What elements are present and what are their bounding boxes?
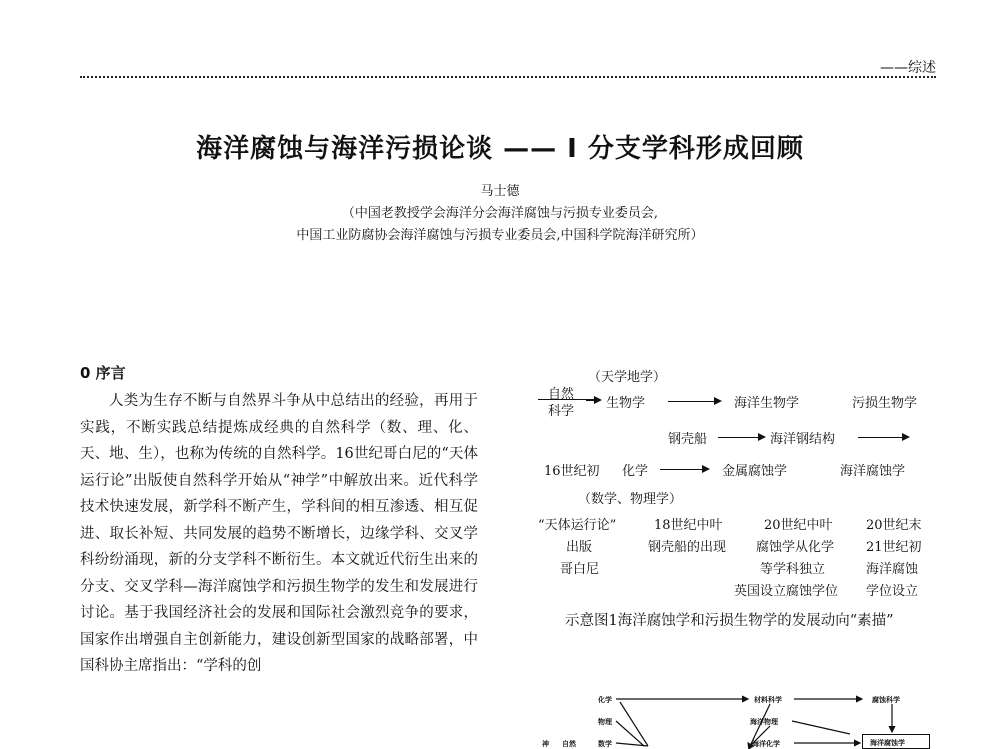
fig2-hai-yang-wu-li: 海洋物理 bbox=[750, 718, 778, 726]
fig1-hai-yang-sheng-wu-xue: 海洋生物学 bbox=[734, 396, 800, 411]
fig2-shu-xue: 数学 bbox=[598, 740, 612, 748]
fig1-wu-sun-sheng-wu-xue: 污损生物学 bbox=[852, 396, 918, 411]
fig1-chu-ban: 出版 bbox=[566, 540, 593, 555]
fig1-sheng-wu-xue: 生物学 bbox=[606, 396, 646, 411]
fig1-ke-xue: 科学 bbox=[548, 404, 575, 419]
fig1-hai-yang-fu-shi-xue: 海洋腐蚀学 bbox=[840, 464, 906, 479]
fig1-hai-yang-fu-shi: 海洋腐蚀 bbox=[866, 562, 919, 577]
header-rule bbox=[80, 76, 936, 78]
fig2-hua-xue: 化学 bbox=[598, 696, 612, 704]
fig1-ge-bai-ni: 哥白尼 bbox=[560, 562, 600, 577]
fig2-cai-liao-ke-xue: 材料科学 bbox=[754, 696, 782, 704]
fig1-zi-ran: 自然 bbox=[548, 387, 575, 402]
affiliation-line-2: 中国工业防腐协会海洋腐蚀与污损专业委员会,中国科学院海洋研究所） bbox=[296, 228, 704, 243]
figure-1-caption: 示意图1海洋腐蚀学和污损生物学的发展动向“素描” bbox=[565, 613, 894, 629]
fig1-hai-yang-gang-jie-gou: 海洋钢结构 bbox=[770, 432, 836, 447]
fig1-shu-xue-wu-li: （数学、物理学） bbox=[578, 492, 683, 507]
author: 马士德 bbox=[480, 184, 520, 199]
fig2-connector-lines bbox=[530, 690, 940, 749]
fig1-jin-shu-fu-shi-xue: 金属腐蚀学 bbox=[722, 464, 788, 479]
fig1-18th-century: 18世纪中叶 bbox=[654, 518, 723, 533]
fig2-shen: 神 bbox=[542, 740, 549, 748]
fig1-arrow-5 bbox=[660, 469, 708, 470]
fig1-tian-xue: （天学地学） bbox=[588, 370, 667, 385]
fig1-gang-ke-chuan: 钢壳船 bbox=[668, 432, 708, 447]
fig1-fu-shi-xue-cong-hua-xue: 腐蚀学从化学 bbox=[756, 540, 835, 555]
fig2-hai-yang-hua-xue: 海洋化学 bbox=[752, 740, 780, 748]
fig1-arrow-1 bbox=[586, 400, 600, 401]
article-title: 海洋腐蚀与海洋污损论谈 —— Ⅰ 分支学科形成回顾 bbox=[196, 134, 804, 164]
body-paragraph: 人类为生存不断与自然界斗争从中总结出的经验，再用于实践，不断实践总结提炼成经典的自然科学（数、理、化、天、地、生），也称为传统的自然科学。16世纪哥白尼的“天体运行论”出版使自然科学开始从“神学”中解放出来。近代科学技术快速发展，新学科不断产生，学科间的相互渗透、相互促进、取长补短、共同发展的趋势不断增长，边缘学科、交叉学科纷纷涌现，新的分支学科不断衍生。本文就近代衍生出来的分支、交叉学科—海洋腐蚀学和污损生物学的发生和发展进行讨论。基于我国经济社会的发展和国际社会激烈竞争的要求，国家作出增强自主创新能力，建设创新型国家的战略部署，中国科协主席指出：“学科的创 bbox=[80, 393, 478, 674]
fig2-fu-shi-ke-xue: 腐蚀科学 bbox=[872, 696, 900, 704]
fig1-20th-mid: 20世纪中叶 bbox=[764, 518, 833, 533]
fig2-hai-yang-fu-shi-xue: 海洋腐蚀学 bbox=[870, 739, 905, 747]
fig1-ying-guo: 英国设立腐蚀学位 bbox=[734, 584, 839, 599]
fig1-16th-century: 16世纪初 bbox=[544, 464, 600, 479]
fig2-wu-li: 物理 bbox=[598, 718, 612, 726]
fig1-deng-xue-ke-du-li: 等学科独立 bbox=[760, 562, 826, 577]
fig1-tian-ti-yun-xing-lun: “天体运行论” bbox=[538, 518, 617, 533]
affiliation-line-1: （中国老教授学会海洋分会海洋腐蚀与污损专业委员会, bbox=[341, 206, 659, 221]
fig1-arrow-4 bbox=[858, 437, 908, 438]
fig1-xue-wei-she-li: 学位设立 bbox=[866, 584, 919, 599]
fig1-gang-ke-chuan-chu-xian: 钢壳船的出现 bbox=[648, 540, 727, 555]
fig1-hua-xue: 化学 bbox=[622, 464, 649, 479]
section-tag: ——综述 bbox=[880, 60, 936, 76]
fig1-21st-early: 21世纪初 bbox=[866, 540, 922, 555]
fig1-arrow-3 bbox=[718, 437, 764, 438]
section-heading: 0 序言 bbox=[80, 364, 126, 382]
fig1-arrow-2 bbox=[668, 401, 720, 402]
fig1-20th-end: 20世纪末 bbox=[866, 518, 922, 533]
fig2-zi-ran: 自然 bbox=[562, 740, 576, 748]
